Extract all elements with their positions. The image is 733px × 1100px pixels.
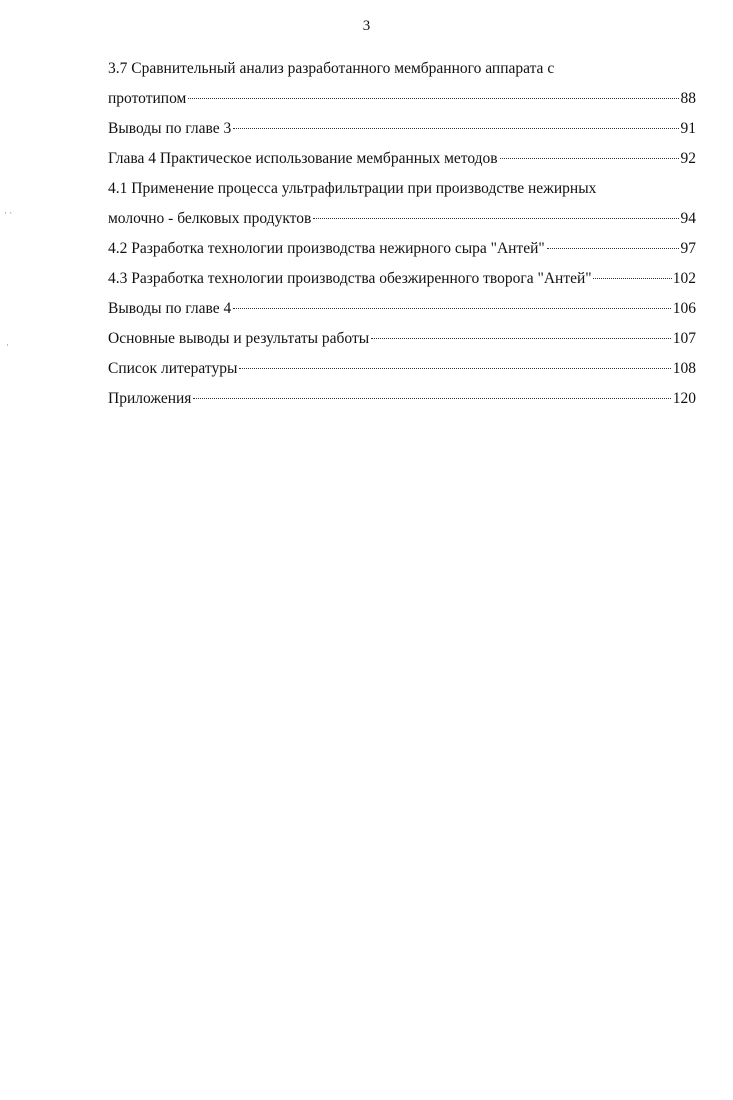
dot-leader xyxy=(239,367,670,369)
toc-entry-conclusions-3 xyxy=(108,114,696,144)
toc-entry-label: Основные выводы и результаты работы xyxy=(108,330,370,347)
page-number: 3 xyxy=(362,18,371,34)
margin-speck: · xyxy=(6,340,9,350)
toc-entry-page: 92 xyxy=(680,150,696,167)
toc-entry-4-2 xyxy=(108,234,696,264)
margin-speck: · · xyxy=(4,208,13,218)
dot-leader xyxy=(371,337,671,339)
dot-leader xyxy=(313,217,678,219)
dot-leader xyxy=(233,307,670,309)
toc-entry-page: 97 xyxy=(680,240,696,257)
toc-entry-page: 107 xyxy=(672,330,696,347)
toc-entry-4-1-line1: 4.1 Применение процесса ультрафильтрации при производстве нежирных xyxy=(108,180,597,197)
toc-entry-page: 88 xyxy=(680,90,696,107)
toc-entry-3-7-line1: 3.7 Сравнительный анализ разработанного мембранного аппарата с xyxy=(108,60,555,77)
toc-entry-3-7 xyxy=(108,84,696,114)
toc-entry-page: 102 xyxy=(672,270,696,287)
dot-leader xyxy=(233,127,678,129)
dot-leader xyxy=(193,397,670,399)
toc-entry-chapter-4 xyxy=(108,144,696,174)
toc-entry-4-3 xyxy=(108,264,696,294)
toc-entry-label: Глава 4 Практическое использование мембранных методов xyxy=(108,150,498,167)
toc-entry-label: Выводы по главе 3 xyxy=(108,120,232,137)
toc-entry-main-conclusions xyxy=(108,324,696,354)
toc-entry-label: Приложения xyxy=(108,390,192,407)
toc-entry-4-1 xyxy=(108,204,696,234)
toc-entry-page: 91 xyxy=(680,120,696,137)
toc-entry-page: 106 xyxy=(672,300,696,317)
table-of-contents xyxy=(108,54,696,414)
toc-entry-page: 120 xyxy=(672,390,696,407)
toc-entry-label: Список литературы xyxy=(108,360,238,377)
toc-entry-label: прототипом xyxy=(108,90,187,107)
toc-entry-label: Выводы по главе 4 xyxy=(108,300,232,317)
toc-entry-page: 108 xyxy=(672,360,696,377)
toc-entry-label: 4.3 Разработка технологии производства обезжиренного творога "Антей" xyxy=(108,270,592,287)
toc-entry-conclusions-4 xyxy=(108,294,696,324)
dot-leader xyxy=(547,247,679,249)
toc-entry-appendices xyxy=(108,384,696,414)
dot-leader xyxy=(188,97,678,99)
toc-entry-references xyxy=(108,354,696,384)
toc-entry-label: 4.2 Разработка технологии производства нежирного сыра "Антей" xyxy=(108,240,545,257)
toc-entry-label: молочно - белковых продуктов xyxy=(108,210,312,227)
toc-entry-page: 94 xyxy=(680,210,696,227)
dot-leader xyxy=(500,157,679,159)
dot-leader xyxy=(593,277,672,279)
